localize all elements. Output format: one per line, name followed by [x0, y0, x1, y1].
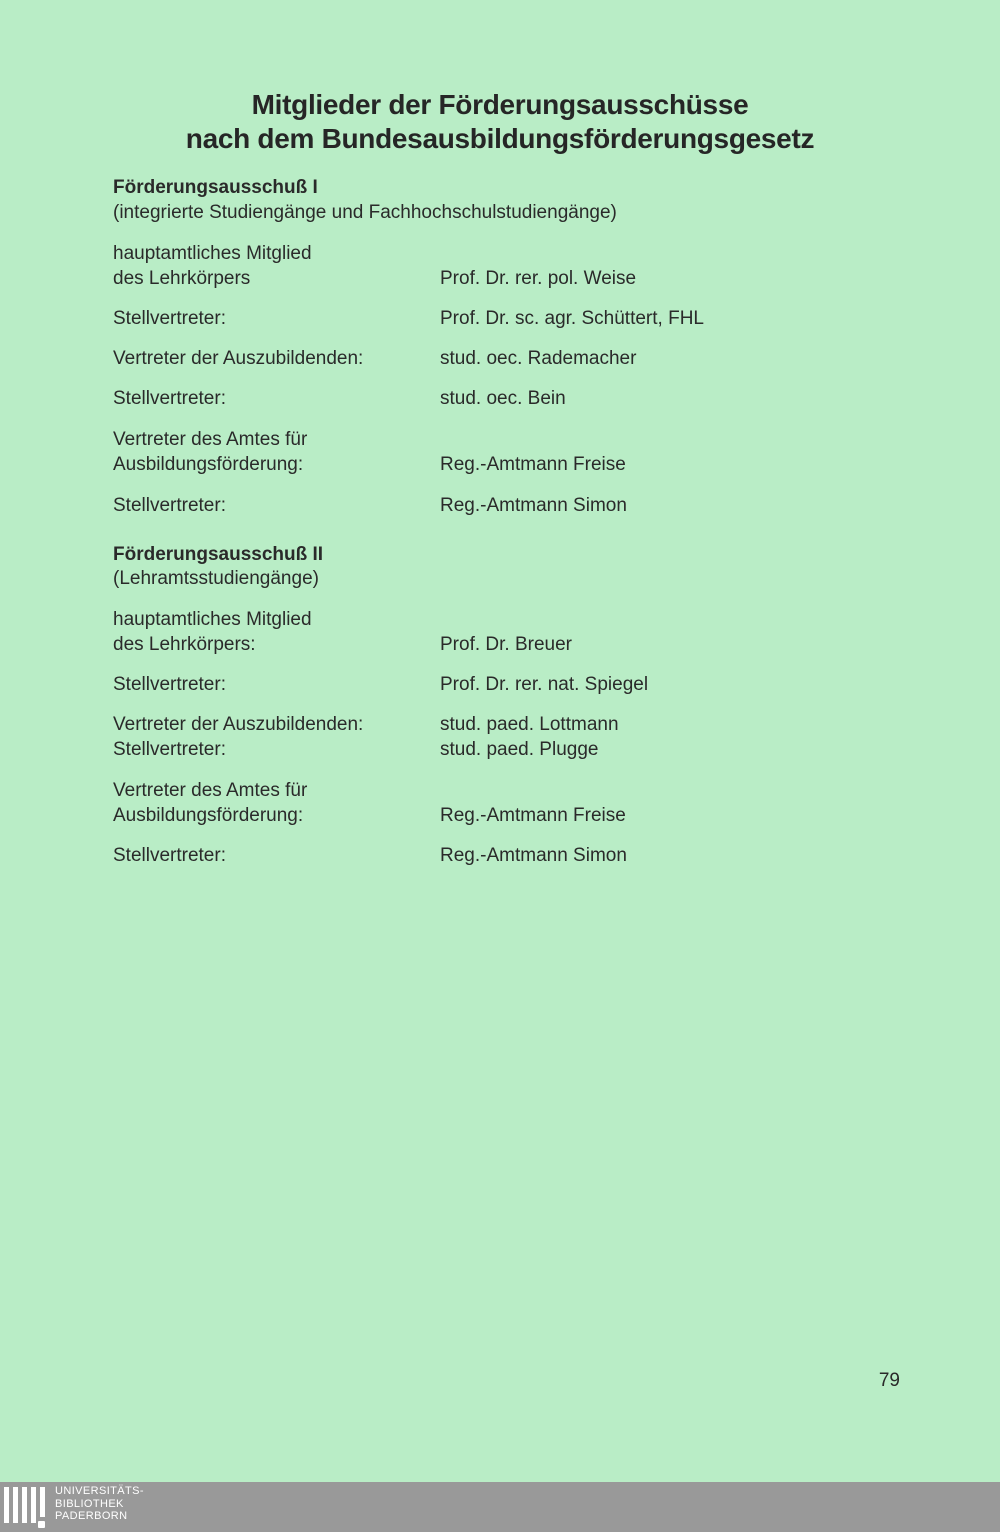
section-2-row-value: Reg.-Amtmann Simon	[440, 845, 627, 866]
section-2-row-value: Reg.-Amtmann Freise	[440, 804, 626, 826]
section-2-row-label: hauptamtliches Mitglied des Lehrkörpers:	[113, 609, 312, 655]
section-1-row-value: Reg.-Amtmann Simon	[440, 495, 627, 516]
section-2-row-label: Vertreter des Amtes für Ausbildungsförderung:	[113, 780, 308, 826]
page-title-line-2: nach dem Bundesausbildungsförderungsgesetz	[185, 123, 815, 154]
library-logo-text	[55, 1485, 144, 1523]
section-2-row-value: Prof. Dr. rer. nat. Spiegel	[440, 674, 649, 695]
section-1-row-value: Reg.-Amtmann Freise	[440, 453, 626, 475]
page-number: 79	[878, 1370, 900, 1391]
library-logo-line-3: PADERBORN	[55, 1510, 128, 1522]
section-1-row-label: Stellvertreter:	[113, 495, 226, 516]
section-2-heading: Förderungsausschuß II	[113, 544, 324, 565]
library-footer-bar	[0, 1482, 1000, 1532]
section-1-row-value: stud. oec. Bein	[440, 388, 566, 409]
library-logo-dot	[38, 1521, 45, 1528]
library-logo-line-2: BIBLIOTHEK	[55, 1497, 124, 1510]
section-2-row-label: Vertreter der Auszubildenden: Stellvertreter:	[113, 714, 364, 760]
section-2-row-value: stud. paed. Lottmann stud. paed. Plugge	[440, 714, 619, 760]
section-2-row-label: Stellvertreter:	[113, 674, 226, 695]
section-2-row-value: Prof. Dr. Breuer	[440, 633, 572, 655]
section-1-row-label: Stellvertreter:	[113, 308, 226, 329]
section-1-row-value: stud. oec. Rademacher	[440, 348, 637, 369]
section-2-subtitle: (Lehramtsstudiengänge)	[113, 568, 319, 589]
library-logo-line-1: UNIVERSITÄTS-	[55, 1485, 144, 1497]
section-1-row-label: Stellvertreter:	[113, 388, 226, 409]
section-1-row-value: Prof. Dr. rer. pol. Weise	[440, 267, 637, 289]
section-1-row-label: hauptamtliches Mitglied des Lehrkörpers	[113, 243, 312, 289]
section-1-row-label: Vertreter der Auszubildenden:	[113, 348, 364, 369]
section-1-row-label: Vertreter des Amtes für Ausbildungsförderung:	[113, 429, 308, 475]
page-title-line-1: Mitglieder der Förderungsausschüsse	[251, 89, 749, 120]
section-2-row-label: Stellvertreter:	[113, 845, 226, 866]
section-1-row-value: Prof. Dr. sc. agr. Schüttert, FHL	[440, 308, 704, 329]
section-1-subtitle: (integrierte Studiengänge und Fachhochschulstudiengänge)	[113, 202, 617, 223]
section-1-heading: Förderungsausschuß I	[113, 177, 318, 198]
